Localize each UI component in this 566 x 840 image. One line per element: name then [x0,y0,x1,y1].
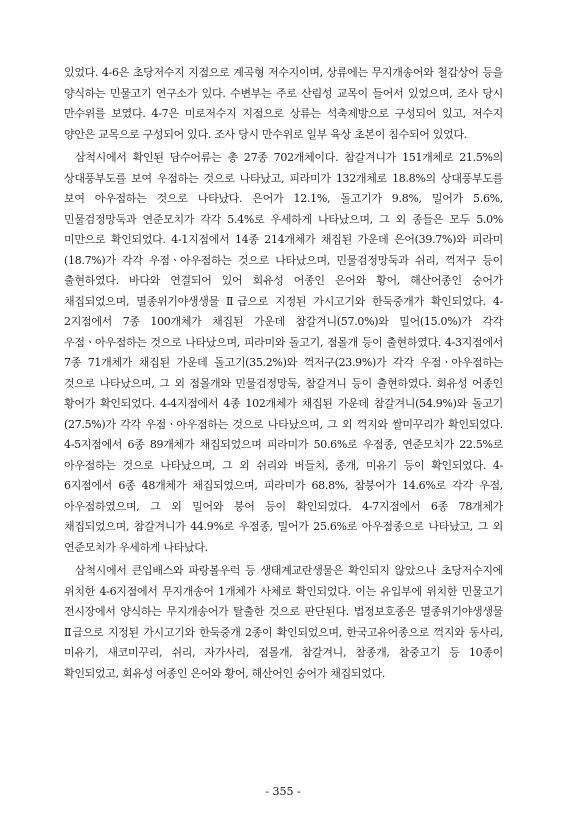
paragraph-protected-species: 삼척시에서 큰입배스와 파랑볼우럭 등 생태계교란생물은 확인되지 않았으나 초당저수지에 위치한 4-6지점에서 무지개송어 1개체가 사체로 확인되었다. 이는 유입부에 위치한 민물고기 전시장에서 양식하는 무지개송어가 탈출한 것으로 판단된다. 법정보호종은 멸종위기야생생물 Ⅱ급으로 지정된 가시고기와 한둑중개 2종이 확인되었으며, 한국고유어종으로 꺽지와 동사리, 미유기, 새코미꾸리, 쉬리, 자가사리, 점몰개, 참갈겨니, 참종개, 참중고기 등 10종이 확인되었고, 회유성 어종인 은어와 황어, 해산어인 숭어가 채집되었다. [64,564,503,680]
page-number: - 355 - [265,785,301,798]
paragraph-reservoir-description: 있었다. 4-6은 초당저수지 지점으로 계곡형 저수지이며, 상류에는 무지개송어와 철갑상어 등을 양식하는 민물고기 연구소가 있다. 수변부는 주로 산림성 교목이 들어서 있었으며, 조사 당시 만수위를 보였다. 4-7은 미로저수지 지점으로 상류는 석축제방으로 구성되어 있고, 저수지 양안은 교목으로 구성되어 있다. 조사 당시 만수위로 일부 육상 초본이 침수되어 있었다. [64,66,503,141]
paragraph-fish-survey-results: 삼척시에서 확인된 담수어류는 총 27종 702개체이다. 참갈겨니가 151개체로 21.5%의 상대풍부도를 보여 우점하는 것으로 나타났고, 피라미가 132개체로 18.8%의 상대풍부도를 보여 아우점하는 것으로 나타났다. 은어가 12.1%, 돌고기가 9.8%, 밀어가 5.6%, 민물검정망둑과 연준모치가 각각 5.4%로 우세하게 나타났으며, 그 외 종들은 모두 5.0% 미만으로 확인되었다. 4-1지점에서 14종 214개체가 채집된 가운데 은어(39.7%)와 피라미(18.7%)가 각각 우점ㆍ아우점하는 것으로 나타났으며, 민물검정망둑과 쉬리, 꺽저구 등이 출현하였다. 바다와 연결되어 있어 회유성 어종인 은어와 황어, 해산어종인 숭어가 채집되었으며, 멸종위기야생생물 Ⅱ급으로 지정된 가시고기와 한둑중개가 확인되었다. 4-2지점에서 7종 100개체가 채집된 가운데 참갈겨니(57.0%)와 밀어(15.0%)가 각각 우점ㆍ아우점하는 것으로 나타났으며, 피라미와 돌고기, 점몰개 등이 출현하였다. 4-3지점에서 7종 71개체가 채집된 가운데 돌고기(35.2%)와 꺽저구(23.9%)가 각각 우점ㆍ아우점하는 것으로 나타났으며, 그 외 점몰개와 민물검정망둑, 참갈겨니 등이 출현하였다. 회유성 어종인 황어가 확인되었다. 4-4지점에서 4종 102개체가 채집된 가운데 참갈겨니(54.9%)와 돌고기(27.5%)가 각각 우점ㆍ아우점하는 것으로 나타났으며, 그 외 꺽지와 쌀미꾸리가 확인되었다. 4-5지점에서 6종 89개체가 채집되었으며 피라미가 50.6%로 우점종, 연준모치가 22.5%로 아우점하는 것으로 나타났으며, 그 외 쉬리와 버들치, 종개, 미유기 등이 확인되었다. 4-6지점에서 6종 48개체가 채집되었으며, 피라미가 68.8%, 참붕어가 14.6%로 각각 우점, 아우점하였으며, 그 외 밀어와 붕어 등이 확인되었다. 4-7지점에서 6종 78개체가 채집되었으며, 참갈겨니가 44.9%로 우점종, 밀어가 25.6%로 아우점종으로 나타났고, 그 외 연준모치가 우세하게 나타났다. [64,151,503,554]
